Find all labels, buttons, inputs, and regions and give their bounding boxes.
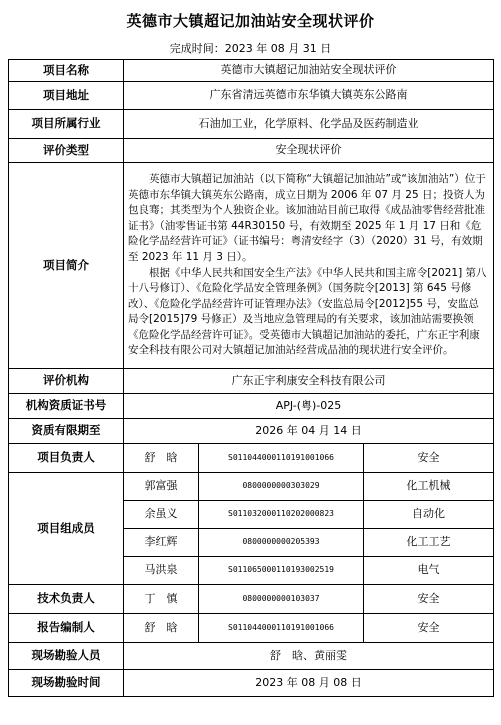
row-eval-type xyxy=(9,139,494,163)
project-name-value: 英德市大镇超记加油站安全现状评价 xyxy=(124,60,494,82)
row-cert xyxy=(9,394,494,419)
row-author xyxy=(9,614,494,643)
row-project-address xyxy=(9,82,494,110)
row-intro xyxy=(9,163,494,369)
author-field: 安全 xyxy=(364,614,494,643)
completion-date: 完成时间：2023 年 08 月 31 日 xyxy=(169,42,332,55)
row-project-name xyxy=(9,60,494,82)
tech-name: 丁 慎 xyxy=(124,585,199,614)
document-title: 英德市大镇超记加油站安全现状评价 xyxy=(126,12,375,30)
intro-paragraph-1: 英德市大镇超记加油站（以下简称“大镇超记加油站”或“该加油站”）位于英德市东华镇大镇英东公路南，成立日期为 2006 年 07 月 25 日；投资人为包良骞；其类型为个人独资企业。该加油站目前已取得《成品油零售经营批准证书》（油零售证书第 44R30150 号，有效期至 2025 年 1 月 17 日和《危险化学品经营许可证》（证书编号：粤清安经字（3）（2020）31 号，有效期至 2023 年 11 月 3 日）。 xyxy=(128,173,486,263)
intro-label: 项目简介 xyxy=(9,163,124,369)
member-field: 化工工艺 xyxy=(364,529,494,557)
member-field: 自动化 xyxy=(364,501,494,529)
tech-field: 安全 xyxy=(364,585,494,614)
cert-value: APJ-(粤)-025 xyxy=(124,394,494,419)
row-member xyxy=(9,473,494,501)
leader-name: 舒 晗 xyxy=(124,444,199,473)
project-address-value: 广东省清远英德市东华镇大镇英东公路南 xyxy=(124,82,494,110)
member-name: 李红辉 xyxy=(124,529,199,557)
member-name: 马洪泉 xyxy=(124,557,199,585)
cert-label: 机构资质证书号 xyxy=(9,394,124,419)
row-survey-time xyxy=(9,670,494,697)
org-label: 评价机构 xyxy=(9,369,124,394)
leader-label: 项目负责人 xyxy=(9,444,124,473)
survey-time-label: 现场勘验时间 xyxy=(9,670,124,697)
author-id: S011044000110191001066 xyxy=(199,614,364,643)
member-id: S011032000110202000823 xyxy=(199,501,364,529)
intro-paragraph-2: 根据《中华人民共和国安全生产法》《中华人民共和国主席令[2021] 第八十八号修订）、《危险化学品安全管理条例》（国务院令[2013] 第 645 号修改）、《危险化学品经营许可证管理办法》（安监总局令[2012]55 号，安监总局令[2015]79 号修正）及当地应急管理局的有关要求，该加油站需要换领《危险化学品经营许可证》。受英德市大镇超记加油站的委托，广东正宇利康安全科技有限公司对大镇超记加油站经营成品油的现状进行安全评价。 xyxy=(128,266,487,357)
survey-staff-value: 舒 晗、黄丽雯 xyxy=(124,643,494,670)
industry-label: 项目所属行业 xyxy=(9,110,124,139)
author-name: 舒 晗 xyxy=(124,614,199,643)
eval-type-value: 安全现状评价 xyxy=(124,139,494,163)
member-name: 郭富强 xyxy=(124,473,199,501)
member-field: 电气 xyxy=(364,557,494,585)
survey-staff-label: 现场勘验人员 xyxy=(9,643,124,670)
project-address-label: 项目地址 xyxy=(9,82,124,110)
member-field: 化工机械 xyxy=(364,473,494,501)
leader-id: S011044000110191001066 xyxy=(199,444,364,473)
author-label: 报告编制人 xyxy=(9,614,124,643)
valid-label: 资质有限期至 xyxy=(9,419,124,444)
member-id: 0800000000303029 xyxy=(199,473,364,501)
industry-value: 石油加工业，化学原料、化学品及医药制造业 xyxy=(124,110,494,139)
intro-text xyxy=(124,163,494,369)
project-name-label: 项目名称 xyxy=(9,60,124,82)
survey-time-value: 2023 年 08 月 08 日 xyxy=(124,670,494,697)
member-name: 余虽义 xyxy=(124,501,199,529)
eval-type-label: 评价类型 xyxy=(9,139,124,163)
members-label: 项目组成员 xyxy=(9,473,124,585)
tech-label: 技术负责人 xyxy=(9,585,124,614)
member-id: S011065000110193002519 xyxy=(199,557,364,585)
org-value: 广东正宇利康安全科技有限公司 xyxy=(124,369,494,394)
valid-value: 2026 年 04 月 14 日 xyxy=(124,419,494,444)
leader-field: 安全 xyxy=(364,444,494,473)
row-leader xyxy=(9,444,494,473)
member-id: 0800000000205393 xyxy=(199,529,364,557)
evaluation-info-table xyxy=(8,59,494,697)
row-valid xyxy=(9,419,494,444)
row-survey-staff xyxy=(9,643,494,670)
row-org xyxy=(9,369,494,394)
row-industry xyxy=(9,110,494,139)
row-tech xyxy=(9,585,494,614)
tech-id: 0800000000103037 xyxy=(199,585,364,614)
